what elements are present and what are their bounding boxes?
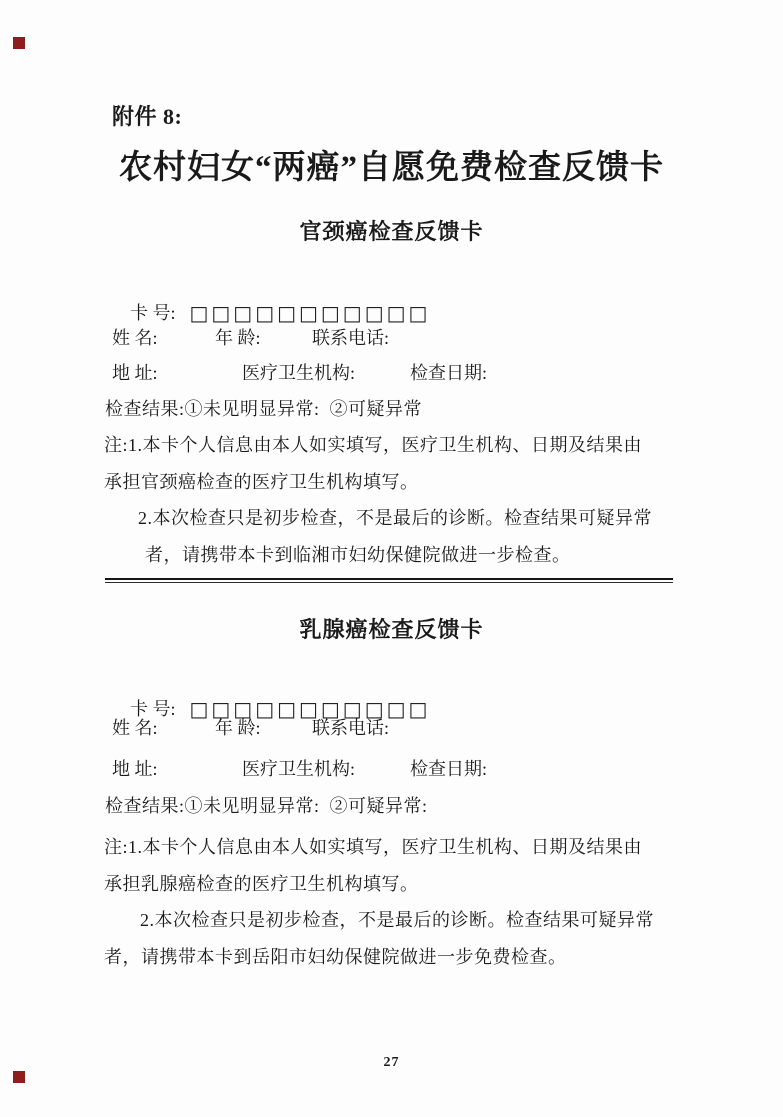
note-line: 2.本次检查只是初步检查，不是最后的诊断。检查结果可疑异常 bbox=[138, 508, 652, 528]
phone-label: 联系电话: bbox=[312, 328, 390, 348]
age-label: 年 龄: bbox=[215, 328, 261, 348]
age-label: 年 龄: bbox=[215, 718, 261, 738]
org-label: 医疗卫生机构: bbox=[242, 759, 356, 779]
document-title: 农村妇女“两癌”自愿免费检查反馈卡 bbox=[119, 150, 664, 186]
address-label: 地 址: bbox=[112, 759, 158, 779]
red-square-marker-top bbox=[13, 37, 25, 49]
note-line: 注:1.本卡个人信息由本人如实填写，医疗卫生机构、日期及结果由 bbox=[104, 837, 642, 857]
note-line: 承担官颈癌检查的医疗卫生机构填写。 bbox=[104, 472, 419, 492]
section-divider bbox=[105, 578, 673, 583]
card-number-label: 卡 号: bbox=[130, 303, 176, 323]
result-line: 检查结果:①未见明显异常: ②可疑异常: bbox=[105, 796, 428, 816]
red-square-marker-bottom bbox=[13, 1071, 25, 1083]
org-label: 医疗卫生机构: bbox=[242, 363, 356, 383]
card-number-boxes: □□□□□□□□□□□ bbox=[189, 301, 431, 325]
name-age-phone-row bbox=[112, 714, 732, 740]
address-org-date-row bbox=[112, 359, 732, 385]
note-line: 承担乳腺癌检查的医疗卫生机构填写。 bbox=[104, 874, 419, 894]
name-label: 姓 名: bbox=[112, 718, 158, 738]
address-org-date-row bbox=[112, 755, 732, 781]
name-label: 姓 名: bbox=[112, 328, 158, 348]
result-line: 检查结果:①未见明显异常: ②可疑异常 bbox=[105, 399, 423, 419]
address-label: 地 址: bbox=[112, 363, 158, 383]
note-line: 2.本次检查只是初步检查，不是最后的诊断。检查结果可疑异常 bbox=[140, 910, 654, 930]
card-number-boxes: □□□□□□□□□□□ bbox=[189, 697, 431, 721]
name-age-phone-row bbox=[112, 324, 732, 350]
attachment-label: 附件 8: bbox=[112, 104, 183, 129]
date-label: 检查日期: bbox=[410, 363, 488, 383]
note-line: 注:1.本卡个人信息由本人如实填写，医疗卫生机构、日期及结果由 bbox=[104, 435, 642, 455]
note-line: 者，请携带本卡到岳阳市妇幼保健院做进一步免费检查。 bbox=[104, 947, 567, 967]
note-line: 者，请携带本卡到临湘市妇幼保健院做进一步检查。 bbox=[145, 545, 571, 565]
section-heading-breast: 乳腺癌检查反馈卡 bbox=[299, 617, 484, 642]
date-label: 检查日期: bbox=[410, 759, 488, 779]
page-number: 27 bbox=[383, 1055, 400, 1070]
phone-label: 联系电话: bbox=[312, 718, 390, 738]
section-heading-cervical: 官颈癌检查反馈卡 bbox=[299, 219, 484, 244]
card-number-label: 卡 号: bbox=[130, 699, 176, 719]
